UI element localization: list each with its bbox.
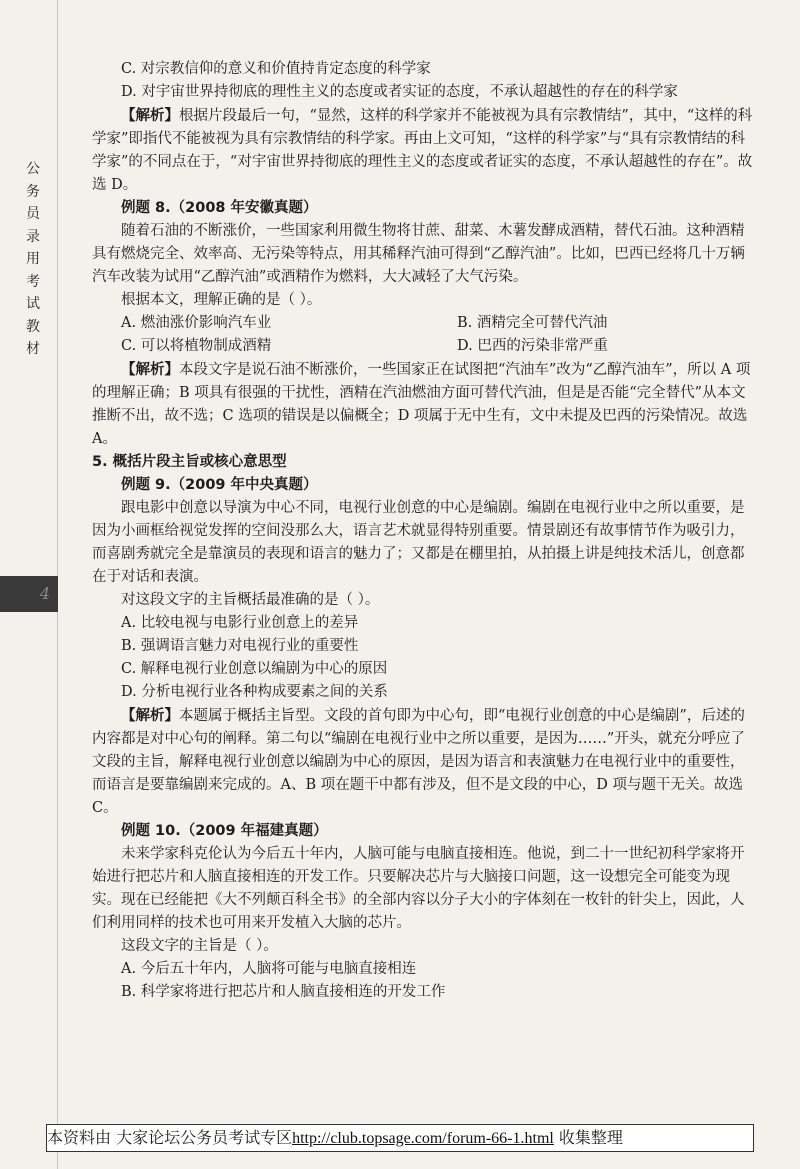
page-number: 4 — [39, 584, 50, 603]
analysis-text: 根据片段最后一句，“显然，这样的科学家并不能被视为具有宗教情结”，其中，“这样的科学家”即指代不能被视为具有宗教情结的科学家。再由上文可知，“这样的科学家”与“具有宗教情结的科学家”的不同点在于，“对宇宙世界持彻底的理性主义的态度或者证实的态度，不承认超越性的存在”。故选 D。 — [92, 108, 753, 193]
footer-prefix: 本资料由 大家论坛公务员考试专区 — [47, 1128, 293, 1147]
option: B. 酒精完全可替代汽油 — [457, 315, 608, 331]
page-content — [92, 58, 754, 1004]
option: B. 强调语言魅力对电视行业的重要性 — [121, 638, 359, 654]
option: B. 科学家将进行把芯片和人脑直接相连的开发工作 — [121, 984, 446, 1000]
option: A. 燃油涨价影响汽车业 — [121, 315, 272, 331]
example-heading: 例题 10.（2009 年福建真题） — [121, 823, 328, 839]
analysis-label: 【解析】 — [121, 361, 179, 378]
analysis-text: 本题属于概括主旨型。文段的首句即为中心句，即“电视行业创意的中心是编剧”，后述的内容都是对中心句的阐释。第二句以“编剧在电视行业中之所以重要，是因为……”开头，就充分呼应了文段的主旨，解释电视行业创意以编剧为中心的原因，是因为语言和表演魅力在电视行业中的重要性，而语言是要靠编剧来完成的。A、B 项在题干中都有涉及，但不是文段的中心，D 项与题干无关。故选 C。 — [92, 708, 745, 816]
option: C. 对宗教信仰的意义和价值持肯定态度的科学家 — [121, 61, 431, 77]
option-row — [92, 335, 754, 358]
body-paragraph: 随着石油的不断涨价，一些国家利用微生物将甘蔗、甜菜、木薯发酵成酒精，替代石油。这种酒精具有燃烧完全、效率高、无污染等特点，用其稀释汽油可得到“乙醇汽油”。比如，巴西已经将几十万辆汽车改装为试用“乙醇汽油”或酒精作为燃料，大大减轻了大气污染。 — [92, 223, 745, 285]
example-heading: 例题 8.（2008 年安徽真题） — [121, 200, 318, 216]
footer-banner — [46, 1124, 754, 1152]
option-row — [92, 312, 754, 335]
example-heading: 例题 9.（2009 年中央真题） — [121, 477, 318, 493]
analysis-paragraph — [92, 704, 754, 820]
analysis-paragraph — [92, 358, 754, 451]
section-heading: 5. 概括片段主旨或核心意思型 — [92, 454, 287, 470]
footer-suffix: 收集整理 — [553, 1128, 623, 1147]
analysis-paragraph — [92, 104, 754, 197]
analysis-label: 【解析】 — [121, 707, 179, 724]
option: A. 比较电视与电影行业创意上的差异 — [121, 615, 359, 631]
option: C. 可以将植物制成酒精 — [121, 338, 272, 354]
analysis-text: 本段文字是说石油不断涨价，一些国家正在试图把“汽油车”改为“乙醇汽油车”，所以 A 项的理解正确；B 项具有很强的干扰性，酒精在汽油燃油方面可替代汽油，但是是否能“完全替代”从本文推断不出，故不选；C 选项的错误是以偏概全；D 项属于无中生有，文中未提及巴西的污染情况。故选 A。 — [92, 362, 751, 447]
page-tab — [0, 576, 58, 612]
body-paragraph: 根据本文，理解正确的是（ ）。 — [121, 292, 322, 308]
option: A. 今后五十年内，人脑将可能与电脑直接相连 — [121, 961, 417, 977]
option: C. 解释电视行业创意以编剧为中心的原因 — [121, 661, 388, 677]
body-paragraph: 这段文字的主旨是（ ）。 — [121, 938, 278, 954]
analysis-label: 【解析】 — [121, 107, 179, 124]
body-paragraph: 对这段文字的主旨概括最准确的是（ ）。 — [121, 592, 380, 608]
option: D. 巴西的污染非常严重 — [457, 338, 608, 354]
option: D. 对宇宙世界持彻底的理性主义的态度或者实证的态度，不承认超越性的存在的科学家 — [121, 84, 678, 100]
body-paragraph: 未来学家科克伦认为今后五十年内，人脑可能与电脑直接相连。他说，到二十一世纪初科学家将开始进行把芯片和人脑直接相连的开发工作。只要解决芯片与大脑接口问题，这一设想完全可能变为现实。现在已经能把《大不列颠百科全书》的全部内容以分子大小的字体刻在一枚针的针尖上，因此，人们利用同样的技术也可用来开发植入大脑的芯片。 — [92, 846, 745, 931]
side-title: 公务员录用考试教材 — [26, 161, 40, 357]
footer-link[interactable]: http://club.topsage.com/forum-66-1.html — [292, 1130, 554, 1147]
body-paragraph: 跟电影中创意以导演为中心不同，电视行业创意的中心是编剧。编剧在电视行业中之所以重要，是因为小画框给视觉发挥的空间没那么大，语言艺术就显得特别重要。情景剧还有故事情节作为吸引力，而喜剧秀就完全是靠演员的表现和语言的魅力了；又都是在棚里拍，从拍摄上讲是纯技术活儿，创意都在于对话和表演。 — [92, 500, 745, 585]
option: D. 分析电视行业各种构成要素之间的关系 — [121, 684, 388, 700]
